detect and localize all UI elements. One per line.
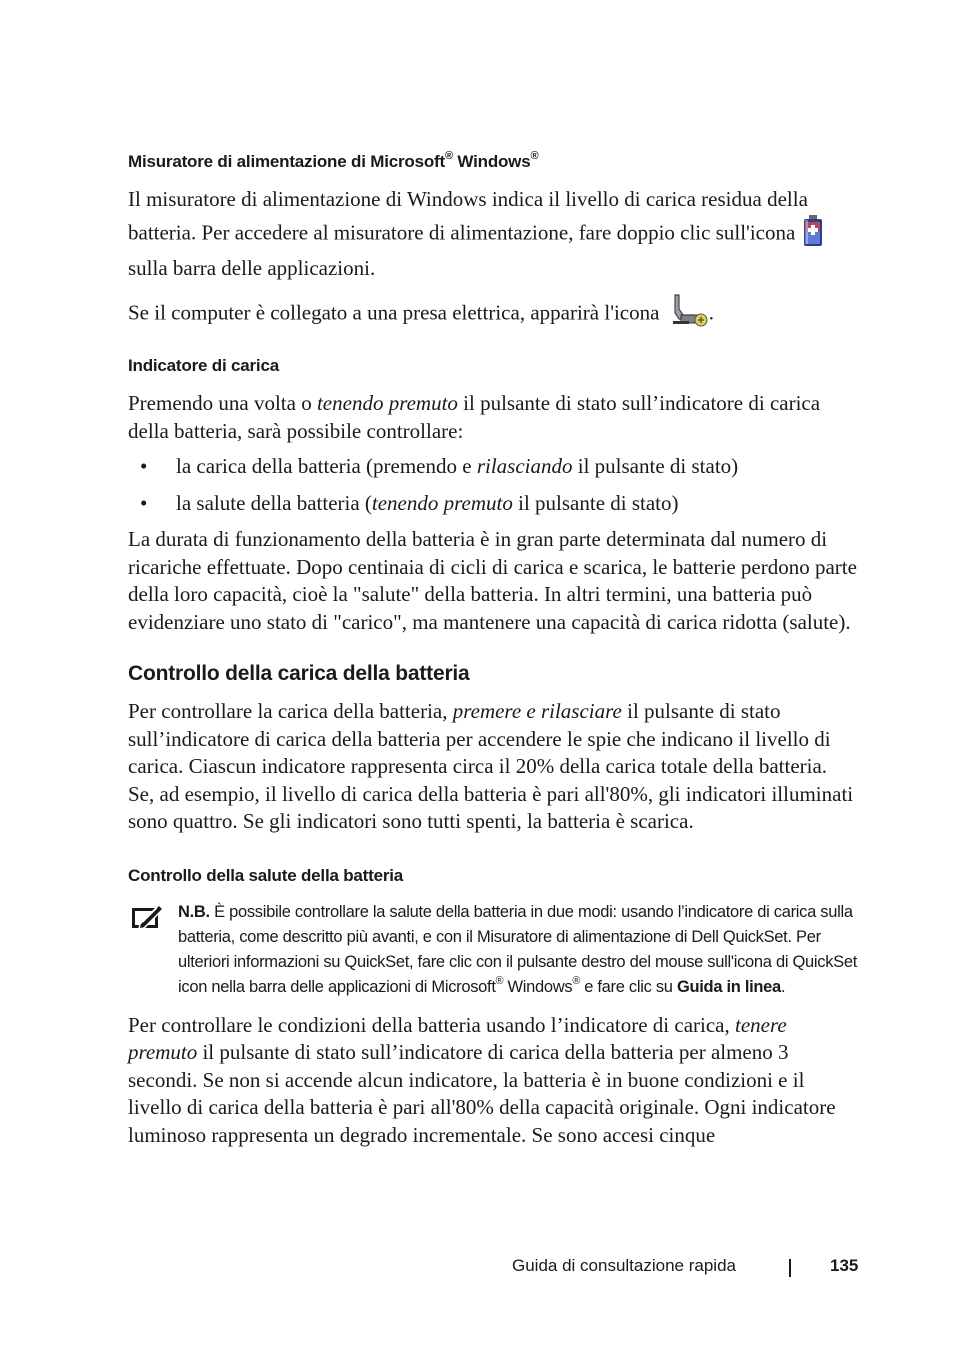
heading-charge-indicator: Indicatore di carica — [128, 356, 279, 375]
bullet-list — [128, 453, 858, 517]
paragraph-check-health — [128, 1012, 858, 1150]
note-text: Windows — [503, 977, 573, 996]
paragraph-text: il pulsante di stato sull’indicatore di carica della batteria per accendere le spie che indicano il livello di carica. Ciascun indicatore rappresenta circa il 20% della carica totale della batteria. Se, ad esempio, il livello di carica della batteria è pari all'80%, gli indicatori illuminati sono quattro. Se gli indicatori sono tutti spenti, la batteria è scarica. — [128, 699, 854, 833]
note-text: È possibile controllare la salute della batteria in due modi: usando l’indicatore di carica sulla batteria, come descritto più avanti, e con il Misuratore di alimentazione di Dell QuickSet. Per ulteriori informazioni su QuickSet, fare clic con il pulsante destro del mouse sull'icona di QuickSet icon nella barra delle applicazioni di Microsoft — [178, 902, 858, 996]
heading-text: Misuratore di alimentazione di Microsoft — [128, 152, 445, 171]
heading-text: Windows — [452, 152, 531, 171]
registered-mark: ® — [495, 974, 504, 987]
page-content — [128, 148, 858, 1149]
page-number: 135 — [830, 1256, 859, 1275]
bullet-mark: • — [140, 454, 148, 478]
list-item — [128, 453, 858, 481]
paragraph-text: il pulsante di stato sull’indicatore di carica della batteria, sarà possibile controllare: — [128, 391, 821, 443]
paragraph-text: Il misuratore di alimentazione di Windows indica il livello di carica residua della batteria. Per accedere al misuratore di alimentazione, fare doppio clic sull'icona — [128, 187, 808, 245]
paragraph-power-meter — [128, 186, 858, 283]
note-menu-reference: Guida in linea — [676, 977, 781, 996]
list-item-text: il pulsante di stato) — [512, 490, 679, 515]
emphasis-text: tenendo premuto — [316, 391, 458, 415]
paragraph-text: sulla barra delle applicazioni. — [128, 256, 376, 280]
paragraph-charge-indicator — [128, 390, 858, 445]
note-pencil-icon — [130, 902, 164, 938]
paragraph-text: Premendo una volta o — [128, 391, 317, 415]
bullet-mark: • — [140, 490, 148, 515]
paragraph-text: Se il computer è collegato a una presa elettrica, apparirà l'icona — [128, 300, 665, 325]
list-item — [128, 490, 858, 518]
paragraph-text: Per controllare le condizioni della batteria usando l’indicatore di carica, — [128, 1012, 735, 1037]
emphasis-text: tenere premuto — [128, 1012, 787, 1064]
heading-power-meter — [128, 152, 858, 172]
emphasis-text: tenendo premuto — [371, 490, 513, 515]
paragraph-check-charge — [128, 698, 858, 836]
registered-mark: ® — [572, 974, 580, 987]
paragraph-ac-icon — [128, 293, 858, 337]
note-box — [128, 900, 858, 1000]
footer-separator — [789, 1259, 791, 1277]
battery-meter-icon — [801, 214, 825, 256]
heading-check-health: Controllo della salute della batteria — [128, 865, 404, 885]
heading-check-charge: Controllo della carica della batteria — [128, 662, 470, 685]
note-text: . — [780, 977, 786, 996]
emphasis-text: rilasciando — [476, 454, 573, 478]
emphasis-text: premere e rilasciare — [452, 699, 622, 723]
paragraph-text: il pulsante di stato sull’indicatore di carica della batteria per almeno 3 secondi. Se non si accende alcun indicatore, la batteria è in buone condizioni e il livello di carica della batteria è pari all'80% della capacità originale. Ogni indicatore luminoso rappresenta un degrado incrementale. Se sono accesi cinque — [128, 1040, 836, 1147]
ac-plug-icon — [669, 293, 709, 337]
list-item-text: la salute della batteria ( — [176, 490, 372, 515]
paragraph-battery-life: La durata di funzionamento della batteria è in gran parte determinata dal numero di ricariche effettuate. Dopo centinaia di cicli di carica e scarica, le batterie perdono parte della loro capacità, cioè la "salute" della batteria. In altri termini, una batteria può evidenziare uno stato di "carico", ma mantenere una capacità di carica ridotta (salute). — [128, 527, 857, 634]
note-label: N.B. — [178, 902, 210, 921]
paragraph-text: . — [708, 300, 714, 325]
registered-mark: ® — [444, 150, 453, 163]
list-item-text: il pulsante di stato) — [572, 454, 739, 478]
footer-title: Guida di consultazione rapida — [512, 1256, 736, 1275]
list-item-text: la carica della batteria (premendo e — [176, 454, 477, 478]
note-text: e fare clic su — [579, 977, 677, 996]
paragraph-text: Per controllare la carica della batteria, — [128, 699, 453, 723]
registered-mark: ® — [530, 150, 539, 163]
